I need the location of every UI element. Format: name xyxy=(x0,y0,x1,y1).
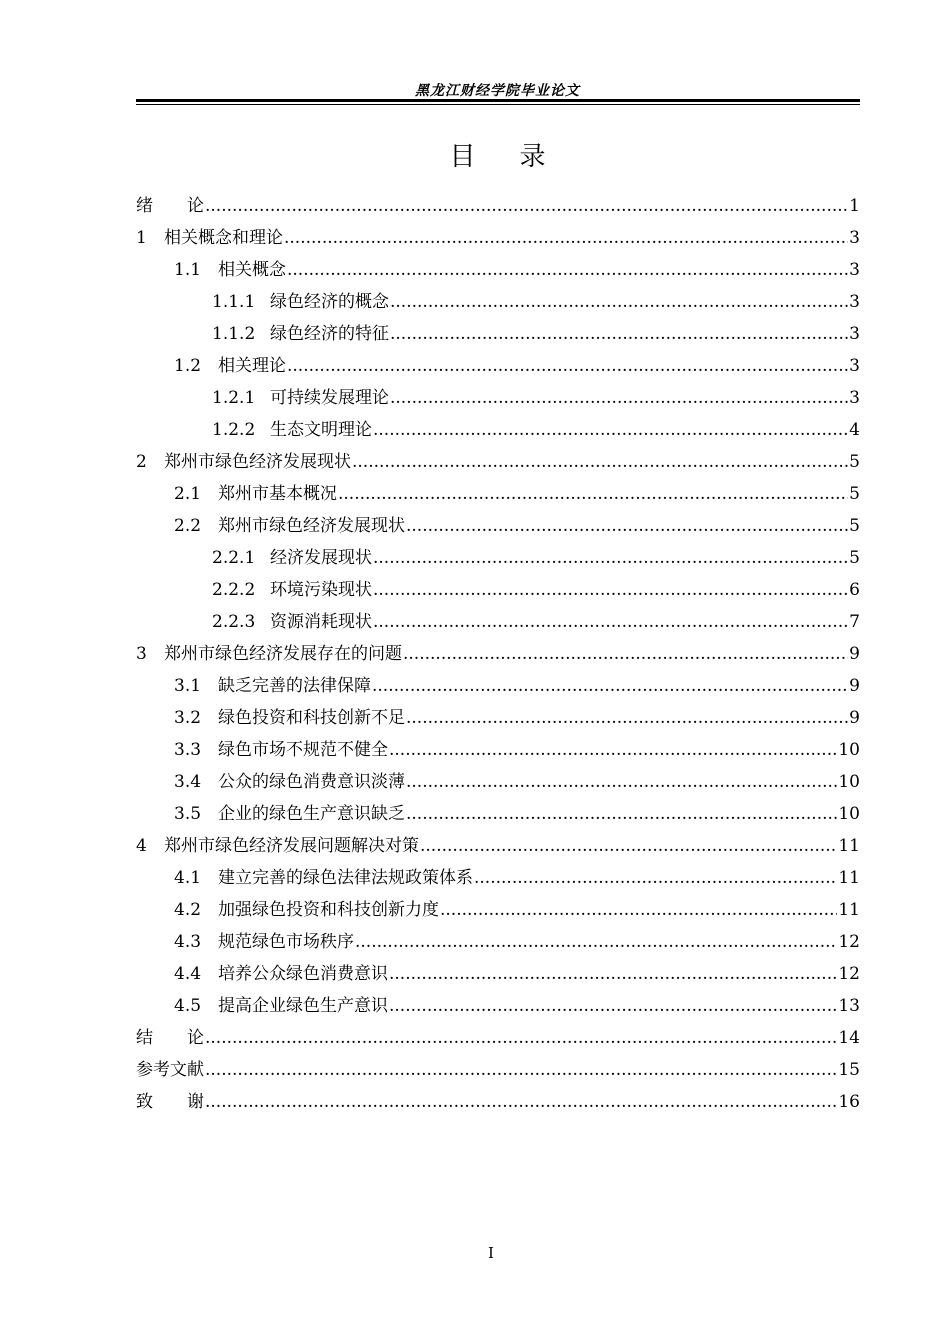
toc-dot-leader xyxy=(205,190,848,222)
toc-dot-leader xyxy=(355,926,837,958)
toc-entry-label: 加强绿色投资和科技创新力度 xyxy=(218,900,439,920)
toc-entry-label: 绿色投资和科技创新不足 xyxy=(218,708,405,728)
toc-entry[interactable] xyxy=(136,734,860,766)
toc-entry-number: 4.1 xyxy=(174,868,202,888)
header-rule-thin xyxy=(136,104,860,105)
toc-entry-page: 6 xyxy=(849,580,860,600)
toc-entry[interactable] xyxy=(136,766,860,798)
toc-entry-label: 绿色经济的概念 xyxy=(270,292,389,312)
toc-entry-page: 9 xyxy=(849,708,860,728)
toc-entry-page: 13 xyxy=(838,996,860,1016)
toc-dot-leader xyxy=(389,958,837,990)
toc-entry-label: 绿色市场不规范不健全 xyxy=(218,740,388,760)
toc-entry-page: 10 xyxy=(838,772,860,792)
toc-dot-leader xyxy=(389,990,837,1022)
toc-dot-leader xyxy=(205,1022,837,1054)
toc-entry-page: 10 xyxy=(838,740,860,760)
toc-entry-number: 1 xyxy=(136,228,147,248)
toc-dot-leader xyxy=(474,862,837,894)
toc-entry-page: 1 xyxy=(849,196,860,216)
toc-entry-number: 4.3 xyxy=(174,932,202,952)
toc-entry[interactable] xyxy=(136,254,860,286)
toc-dot-leader xyxy=(440,894,837,926)
toc-entry[interactable] xyxy=(136,830,860,862)
toc-entry-number: 3.5 xyxy=(174,804,202,824)
toc-entry-page: 11 xyxy=(838,868,860,888)
toc-entry[interactable] xyxy=(136,574,860,606)
toc-entry[interactable] xyxy=(136,414,860,446)
toc-entry-page: 9 xyxy=(849,676,860,696)
toc-dot-leader xyxy=(372,670,848,702)
toc-entry-label: 生态文明理论 xyxy=(270,420,372,440)
toc-dot-leader xyxy=(287,254,848,286)
toc-entry-label: 建立完善的绿色法律法规政策体系 xyxy=(218,868,473,888)
footer-page-number: I xyxy=(488,1244,494,1262)
toc-entry-label: 郑州市绿色经济发展现状 xyxy=(218,516,405,536)
toc-dot-leader xyxy=(406,766,837,798)
toc-entry-number: 1.2.2 xyxy=(212,420,256,440)
toc-entry[interactable] xyxy=(136,990,860,1022)
toc-entry-page: 3 xyxy=(849,356,860,376)
toc-dot-leader xyxy=(205,1054,837,1086)
toc-dot-leader xyxy=(406,510,848,542)
toc-entry-label: 郑州市绿色经济发展问题解决对策 xyxy=(164,836,419,856)
toc-entry-label: 参考文献 xyxy=(136,1060,204,1080)
toc-entry[interactable] xyxy=(136,542,860,574)
toc-entry[interactable] xyxy=(136,958,860,990)
toc-dot-leader xyxy=(373,574,848,606)
toc-entry-label: 提高企业绿色生产意识 xyxy=(218,996,388,1016)
toc-entry[interactable] xyxy=(136,1086,860,1118)
toc-entry[interactable] xyxy=(136,350,860,382)
toc-entry-page: 5 xyxy=(849,484,860,504)
toc-entry-number: 1.1 xyxy=(174,260,202,280)
toc-entry-number: 1.2.1 xyxy=(212,388,256,408)
toc-entry[interactable] xyxy=(136,478,860,510)
toc-entry[interactable] xyxy=(136,670,860,702)
running-header-title: 黑龙江财经学院毕业论文 xyxy=(415,83,580,99)
toc-entry[interactable] xyxy=(136,638,860,670)
toc-entry-number: 3.2 xyxy=(174,708,202,728)
toc-entry-number: 2.1 xyxy=(174,484,202,504)
toc-entry[interactable] xyxy=(136,510,860,542)
toc-dot-leader xyxy=(406,702,848,734)
toc-dot-leader xyxy=(390,318,848,350)
toc-entry-label: 绿色经济的特征 xyxy=(270,324,389,344)
toc-entry-number: 1.2 xyxy=(174,356,202,376)
toc-entry-number: 3.4 xyxy=(174,772,202,792)
toc-entry-label: 郑州市绿色经济发展现状 xyxy=(164,452,351,472)
toc-dot-leader xyxy=(406,798,837,830)
toc-dot-leader xyxy=(420,830,837,862)
toc-entry-label: 结 论 xyxy=(136,1028,204,1048)
toc-dot-leader xyxy=(373,542,848,574)
toc-dot-leader xyxy=(287,350,848,382)
toc-dot-leader xyxy=(284,222,848,254)
toc-entry-label: 相关概念和理论 xyxy=(164,228,283,248)
toc-entry-page: 11 xyxy=(838,836,860,856)
toc-entry-page: 5 xyxy=(849,548,860,568)
toc-title: 目录 xyxy=(449,142,590,172)
toc-entry-label: 规范绿色市场秩序 xyxy=(218,932,354,952)
toc-entry-page: 3 xyxy=(849,324,860,344)
toc-entry-number: 2.2.3 xyxy=(212,612,256,632)
toc-entry-page: 10 xyxy=(838,804,860,824)
toc-entry[interactable] xyxy=(136,190,860,222)
toc-entry-page: 12 xyxy=(838,964,860,984)
toc-entry-page: 9 xyxy=(849,644,860,664)
header-rule-thick xyxy=(136,99,860,102)
toc-entry-label: 企业的绿色生产意识缺乏 xyxy=(218,804,405,824)
toc-dot-leader xyxy=(390,286,848,318)
toc-entry-label: 资源消耗现状 xyxy=(270,612,372,632)
toc-entry-number: 3.3 xyxy=(174,740,202,760)
toc-entry-label: 公众的绿色消费意识淡薄 xyxy=(218,772,405,792)
toc-entry[interactable] xyxy=(136,286,860,318)
toc-entry[interactable] xyxy=(136,1022,860,1054)
toc-entry-label: 培养公众绿色消费意识 xyxy=(218,964,388,984)
toc-entry[interactable] xyxy=(136,862,860,894)
toc-entry-page: 16 xyxy=(838,1092,860,1112)
toc-entry-page: 3 xyxy=(849,388,860,408)
toc-dot-leader xyxy=(390,382,848,414)
toc-entry-page: 3 xyxy=(849,260,860,280)
toc-entry-number: 2.2.2 xyxy=(212,580,256,600)
toc-entry-label: 缺乏完善的法律保障 xyxy=(218,676,371,696)
toc-entry[interactable] xyxy=(136,222,860,254)
toc-entry-page: 15 xyxy=(838,1060,860,1080)
toc-entry[interactable] xyxy=(136,894,860,926)
toc-entry-number: 4.5 xyxy=(174,996,202,1016)
toc-dot-leader xyxy=(338,478,848,510)
toc-dot-leader xyxy=(373,414,848,446)
toc-entry-number: 4.4 xyxy=(174,964,202,984)
table-of-contents xyxy=(136,190,860,1118)
toc-entry-label: 相关概念 xyxy=(218,260,286,280)
toc-entry-label: 郑州市基本概况 xyxy=(218,484,337,504)
toc-entry-page: 12 xyxy=(838,932,860,952)
toc-entry-number: 3 xyxy=(136,644,147,664)
toc-entry-number: 4.2 xyxy=(174,900,202,920)
toc-entry-number: 4 xyxy=(136,836,147,856)
toc-entry[interactable] xyxy=(136,318,860,350)
toc-dot-leader xyxy=(352,446,848,478)
toc-entry-label: 经济发展现状 xyxy=(270,548,372,568)
toc-entry-number: 2 xyxy=(136,452,147,472)
toc-entry[interactable] xyxy=(136,926,860,958)
toc-dot-leader xyxy=(389,734,837,766)
toc-entry-number: 3.1 xyxy=(174,676,202,696)
toc-entry-page: 4 xyxy=(849,420,860,440)
toc-entry-page: 11 xyxy=(838,900,860,920)
toc-entry-label: 绪 论 xyxy=(136,196,204,216)
toc-entry[interactable] xyxy=(136,606,860,638)
toc-entry-number: 1.1.1 xyxy=(212,292,256,312)
toc-entry-page: 3 xyxy=(849,292,860,312)
toc-entry[interactable] xyxy=(136,1054,860,1086)
toc-entry-label: 郑州市绿色经济发展存在的问题 xyxy=(164,644,402,664)
toc-entry-label: 可持续发展理论 xyxy=(270,388,389,408)
toc-entry-number: 2.2 xyxy=(174,516,202,536)
toc-entry-page: 14 xyxy=(838,1028,860,1048)
toc-entry-label: 致 谢 xyxy=(136,1092,204,1112)
toc-entry[interactable] xyxy=(136,382,860,414)
toc-entry-page: 5 xyxy=(849,452,860,472)
toc-entry-number: 1.1.2 xyxy=(212,324,256,344)
toc-entry-page: 5 xyxy=(849,516,860,536)
toc-entry-page: 7 xyxy=(849,612,860,632)
toc-entry[interactable] xyxy=(136,702,860,734)
toc-dot-leader xyxy=(205,1086,837,1118)
toc-entry-label: 相关理论 xyxy=(218,356,286,376)
toc-entry-number: 2.2.1 xyxy=(212,548,256,568)
toc-entry[interactable] xyxy=(136,446,860,478)
toc-entry-label: 环境污染现状 xyxy=(270,580,372,600)
toc-entry[interactable] xyxy=(136,798,860,830)
toc-entry-page: 3 xyxy=(849,228,860,248)
toc-dot-leader xyxy=(373,606,848,638)
toc-dot-leader xyxy=(403,638,848,670)
